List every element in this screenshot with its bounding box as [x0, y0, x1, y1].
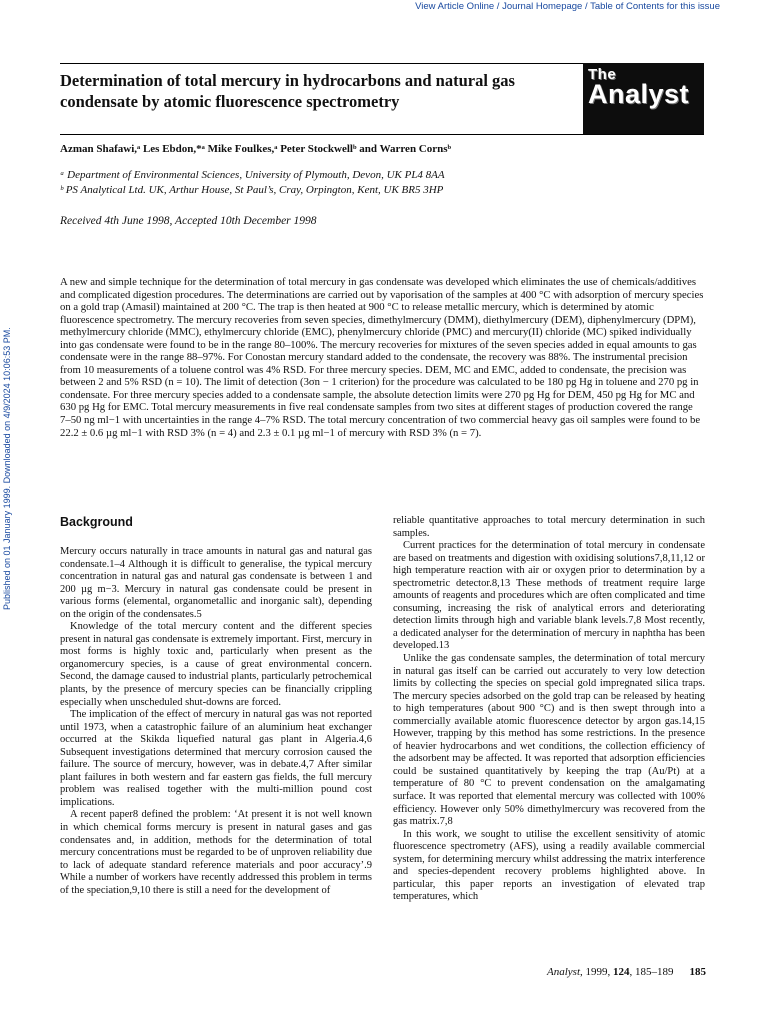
page-footer [547, 966, 706, 978]
paragraph: Mercury occurs naturally in trace amounts in natural gas and natural gas condensate.1–4 Although it is difficult to generalise, the typical mercury concentration in natural gas and natural gas condensate is between 1 and 200 µg m−3. Mercury in natural gas condensate could be present in various forms (elemental, organometallic and inorganic salt), depending on the origin of the condensates.5 [60, 546, 372, 620]
journal-homepage-link[interactable]: Journal Homepage [502, 1, 583, 12]
link-separator: / [582, 1, 591, 12]
footer-year: , 1999, [580, 966, 613, 978]
author-list: Azman Shafawi,ᵃ Les Ebdon,*ᵃ Mike Foulkes,ᵃ Peter Stockwellᵇ and Warren Cornsᵇ [60, 143, 452, 155]
logo-line1: The [588, 66, 617, 83]
view-article-online-link[interactable]: View Article Online [415, 1, 495, 12]
affiliation-a: ᵃ Department of Environmental Sciences, University of Plymouth, Devon, UK PL4 8AA [60, 169, 445, 181]
page-number: 185 [689, 966, 706, 978]
paragraph: Knowledge of the total mercury content and the different species present in natural gas condensate is extremely important. First, mercury in most forms is highly toxic and, particularly when present as the organomercury species, is a cause of great environmental concern. Second, the damage caused to industrial plants, particularly petrochemical plants, by the presence of mercury species can be financially crippling especially when unscheduled shut-downs are forced. [60, 621, 372, 708]
top-links [415, 1, 720, 12]
affiliation-b: ᵇ PS Analytical Ltd. UK, Arthur House, St Paul’s, Cray, Orpington, Kent, UK BR5 3HP [60, 184, 444, 196]
paragraph: Current practices for the determination of total mercury in condensate are based on treatments and digestion with oxidising solutions7,8,11,12 or high temperature reaction with air or oxygen prior to determination by a spectrometric detector.8,13 These methods of treatment require large amounts of reagents and procedures which are often complicated and time consuming, increasing the risk of analytical errors and deteriorating detection limits through high and variable blank levels.7,8 Most recently, a dedicated analyser for the determination of mercury in naphtha has been developed.13 [393, 540, 705, 652]
journal-logo [583, 63, 704, 134]
article-title: Determination of total mercury in hydrocarbons and natural gas condensate by atomic fluorescence spectrometry [60, 71, 515, 111]
section-heading: Background [60, 515, 133, 529]
left-column [60, 515, 372, 897]
paragraph: In this work, we sought to utilise the excellent sensitivity of atomic fluorescence spectrometry (AFS), using a readily available commercial system, for determining mercury whilst addressing the matrix interference and species-dependent recovery problems highlighted above. In particular, this paper reports an investigation of elevated trap temperatures, which [393, 828, 705, 903]
paragraph: The implication of the effect of mercury in natural gas was not reported until 1973, when a catastrophic failure of an aluminium heat exchanger occurred at the Skikda liquefied natural gas plant in Algeria.4,6 Subsequent investigations determined that mercury corrosion caused the failure. The source of mercury, however, was in debate.4,7 After similar plant failures in both western and far eastern gas fields, the full mercury problem was realised together with the multi-million pound cost implications. [60, 709, 372, 808]
abstract: A new and simple technique for the determination of total mercury in gas condensate was developed which eliminates the use of chemicals/additives and complicated digestion procedures. The determinations are carried out by vaporisation of the samples at 400 °C with adsorption of mercury species on a gold trap (Amasil) maintained at 200 °C. The trap is then heated at 900 °C to release metallic mercury, which is determined by atomic fluorescence spectrometry. The mercury recoveries from seven species, dimethylmercury (DMM), diethylmercury (DEM), diphenylmercury (DPM), methylmercury chloride (MMC), ethylmercury chloride (EMC), phenylmercury chloride (PMC) and mercury(II) chloride (MC) spiked individually into gas condensate were found to be in the range 80–100%. The mercury recoveries for mixtures of the seven species added in equal amounts to gas condensate were in the range 88–97%. For Conostan mercury standard added to the condensate, the recovery was 88%. The instrumental precision from 10 measurements of a toluene control was 4% RSD. For three mercury species. DEM, MC and EMC, added to condensate, the precision was between 2 and 5% RSD (n = 10). The limit of detection (3σn − 1 criterion) for the procedure was calculated to be 180 pg Hg in toluene and 270 pg in condensate. For three mercury species added to a condensate sample, the absolute detection limits were 270 pg Hg for DEM, 450 pg Hg for MC and 630 pg Hg for EMC. Total mercury measurements in five real condensate samples from two sites at different stages of production covered the range 7–50 ng ml−1 with uncertainties in the range 4–7% RSD. The total mercury concentration of two commercial heavy gas oil samples were found to be 22.2 ± 0.6 µg ml−1 with RSD 3% (n = 4) and 2.3 ± 0.1 µg ml−1 of mercury with RSD 3% (n = 7). [60, 276, 704, 439]
publication-side-note [2, 300, 16, 610]
table-of-contents-link[interactable]: Table of Contents for this issue [590, 1, 720, 12]
paragraph: A recent paper8 defined the problem: ‘At present it is not well known in which chemical forms mercury is present in natural gases and gas condensates and, in addition, methods for the determination of total mercury concentrations must be regarded to be of unproven reliability due to lack of adequate standard reference materials and poor accuracy’.9 While a number of workers have recently addressed this problem in terms of the speciation,9,10 there is still a need for the development of [60, 809, 372, 896]
header-rule-bottom [60, 134, 704, 135]
logo-line2: Analyst [588, 79, 690, 109]
footer-volume: 124 [613, 966, 630, 978]
footer-journal: Analyst [547, 966, 580, 978]
right-column [393, 515, 705, 904]
link-separator: / [494, 1, 503, 12]
header-rule-top [60, 63, 584, 64]
footer-pages: , 185–189 [629, 966, 674, 978]
received-date: Received 4th June 1998, Accepted 10th December 1998 [60, 215, 317, 227]
side-note-text: Published on 01 January 1999. Downloaded on 4/9/2024 10:06:53 PM. [2, 327, 12, 610]
paragraph: reliable quantitative approaches to total mercury determination in such samples. [393, 515, 705, 539]
paragraph: Unlike the gas condensate samples, the determination of total mercury in natural gas itself can be carried out accurately to very low detection limits by collecting the species on special gold impregnated silica traps. The mercury species adsorbed on the gold trap can be released by heating to high temperatures (about 900 °C) and is then swept through into a commercially available atomic fluorescence detector by argon gas.14,15 However, trapping by this method has some restrictions. In the presence of heavier hydrocarbons and wet conditions, the collection efficiency of the adsorbent may be affected. It was reported that adsorption efficiencies could be sustained quantitatively by keeping the trap (Au/Pt) at a temperature of 80 °C to prevent condensation on the amalgamating surface. It was reported that elemental mercury was collected with 100% efficiency. However only 50% dimethylmercury was recovered from the gas matrix.7,8 [393, 653, 705, 828]
